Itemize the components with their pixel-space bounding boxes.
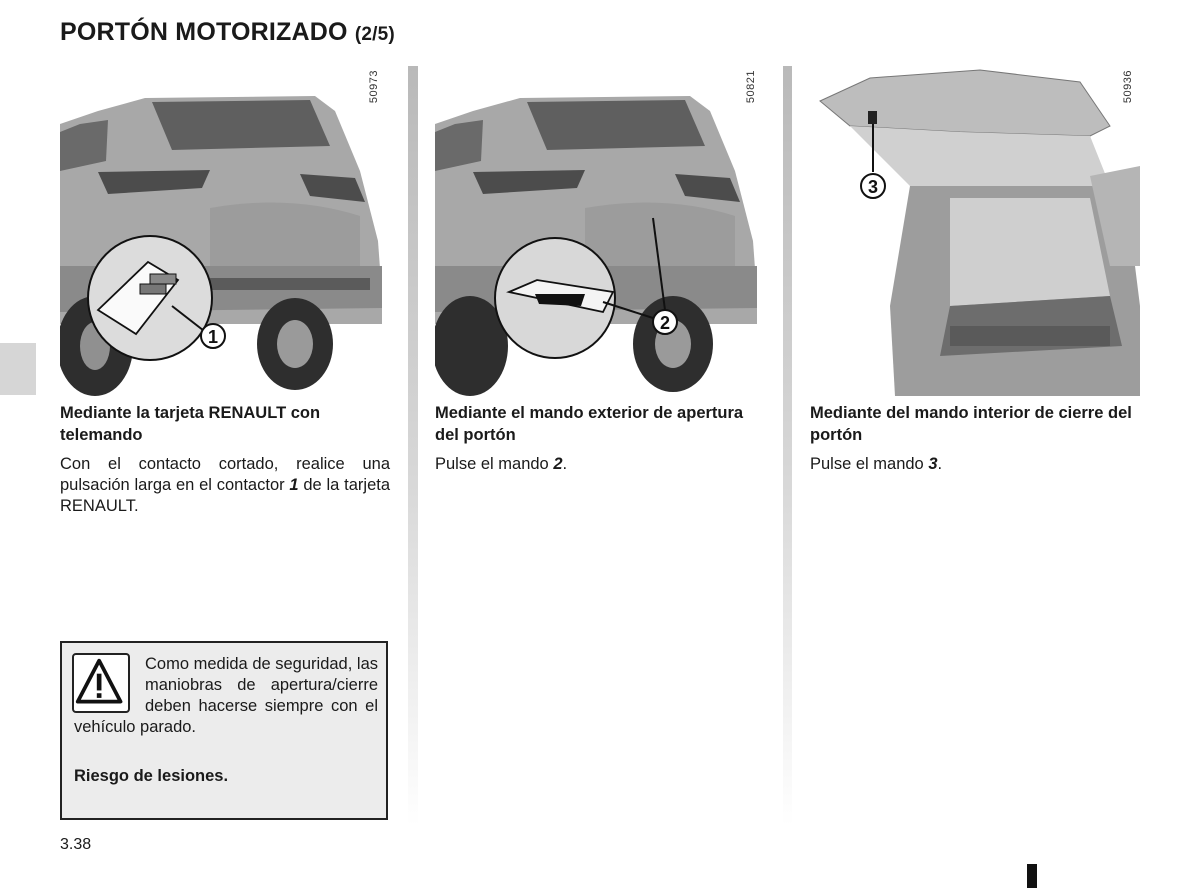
heading-card-method: Mediante la tarjeta RENAULT con telemando: [60, 404, 321, 444]
warning-text-block: [74, 654, 378, 738]
figure-3-illustration: [810, 66, 1140, 396]
callout-3: 3: [867, 177, 879, 197]
paragraph-text: Con el contacto cortado, realice una pulsación larga en el contactor: [60, 455, 390, 494]
paragraph-ref-number: 1: [289, 476, 299, 494]
warning-box: [60, 641, 388, 820]
heading-interior-control: Mediante del mando interior de cierre del portón: [810, 404, 1132, 444]
paragraph-ref-number: 3: [928, 455, 938, 473]
column-separator: [408, 66, 418, 826]
page-title-part: (2/5): [354, 24, 395, 45]
warning-text: Como medida de seguridad, las maniobras de apertura/cierre deben hacerse siempre con el vehículo parado.: [74, 655, 378, 736]
paragraph-text: .: [562, 455, 568, 473]
section-tab: [0, 343, 36, 395]
paragraph-ref-number: 2: [553, 455, 563, 473]
paragraph-text: Pulse el mando: [435, 455, 554, 473]
page-number: 3.38: [60, 836, 92, 853]
warning-risk: Riesgo de lesiones.: [74, 767, 229, 785]
page-edge-mark: [1027, 864, 1037, 888]
column-separator: [783, 66, 792, 826]
paragraph-interior-control: [810, 454, 1140, 475]
paragraph-text: de la tarjeta RENAULT.: [60, 476, 391, 515]
figure-2-ref: 50821: [745, 70, 757, 104]
figure-3-interior-control: [810, 66, 1140, 396]
figure-3-ref: 50936: [1122, 70, 1134, 104]
paragraph-exterior-control: [435, 454, 765, 475]
paragraph-card-method: [60, 454, 390, 517]
figure-1-ref: 50973: [368, 70, 380, 104]
callout-2: 2: [659, 313, 671, 333]
figure-1-card-button: [60, 66, 382, 396]
page-title: [60, 18, 395, 47]
heading-exterior-control: Mediante el mando exterior de apertura del portón: [435, 404, 744, 444]
figure-1-illustration: [60, 66, 382, 396]
paragraph-text: Pulse el mando: [810, 455, 929, 473]
page-title-main: PORTÓN MOTORIZADO: [60, 18, 348, 46]
paragraph-text: .: [937, 455, 943, 473]
figure-2-illustration: [435, 66, 757, 396]
callout-1: 1: [207, 327, 219, 347]
figure-2-exterior-control: [435, 66, 757, 396]
